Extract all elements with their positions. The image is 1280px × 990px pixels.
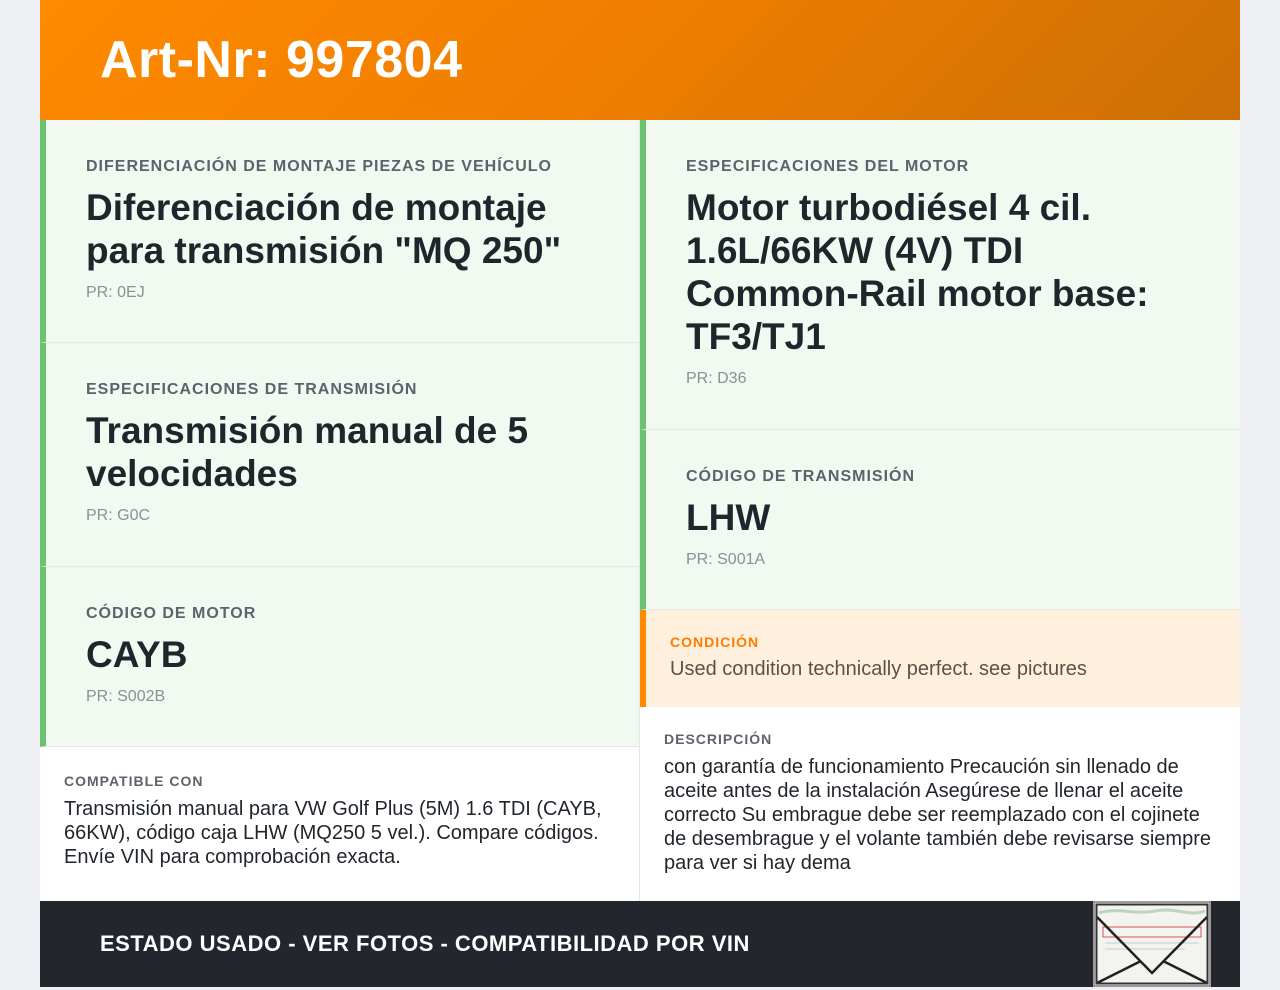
description-text: con garantía de funcionamiento Precaución sin llenado de aceite antes de la instalación Asegúrese de llenar el aceite correcto Su embrague debe ser reemplazado con el cojinete de desembrague y el volante también debe revisarse siempre para ver si hay dema <box>664 756 1211 874</box>
spec-value: Motor turbodiésel 4 cil. 1.6L/66KW (4V) TDI Common-Rail motor base: TF3/TJ1 <box>686 187 1149 357</box>
spec-value: CAYB <box>86 634 188 675</box>
spec-label: CÓDIGO DE TRANSMISIÓN <box>686 468 916 485</box>
document-thumbnail[interactable] <box>1093 901 1211 987</box>
footer-bar <box>40 901 1240 987</box>
spec-value: Transmisión manual de 5 velocidades <box>86 410 529 494</box>
product-sheet <box>40 0 1240 987</box>
footer-text: ESTADO USADO - VER FOTOS - COMPATIBILIDAD POR VIN <box>100 931 750 956</box>
compatibility-text: Transmisión manual para VW Golf Plus (5M) 1.6 TDI (CAYB, 66KW), código caja LHW (MQ250 5 vel.). Compare códigos. Envíe VIN para comprobación exacta. <box>64 798 602 868</box>
spec-value: Diferenciación de montaje para transmisión "MQ 250" <box>86 187 562 271</box>
spec-card-transmission-code <box>640 430 1240 610</box>
compatibility-label: COMPATIBLE CON <box>64 773 204 789</box>
spec-label: ESPECIFICACIONES DEL MOTOR <box>686 158 970 175</box>
spec-card-engine <box>640 120 1240 430</box>
condition-label: CONDICIÓN <box>670 634 760 650</box>
compatibility-section <box>40 747 639 869</box>
spec-label: DIFERENCIACIÓN DE MONTAJE PIEZAS DE VEHÍCULO <box>86 158 552 175</box>
spec-pr-code: PR: D36 <box>686 370 747 387</box>
spec-pr-code: PR: S001A <box>686 551 766 568</box>
description-section <box>640 707 1240 875</box>
spec-card-mounting <box>40 120 639 343</box>
spec-value: LHW <box>686 497 771 538</box>
spec-label: CÓDIGO DE MOTOR <box>86 605 257 622</box>
envelope-icon <box>1095 903 1209 985</box>
spec-card-engine-code <box>40 567 639 747</box>
spec-columns <box>40 120 1240 901</box>
condition-section <box>640 610 1240 707</box>
spec-card-transmission <box>40 343 639 567</box>
left-column <box>40 120 640 901</box>
spec-label: ESPECIFICACIONES DE TRANSMISIÓN <box>86 381 418 398</box>
right-column <box>640 120 1240 901</box>
header-bar <box>40 0 1240 120</box>
spec-pr-code: PR: G0C <box>86 507 151 524</box>
condition-text: Used condition technically perfect. see pictures <box>670 658 1087 680</box>
spec-pr-code: PR: S002B <box>86 688 166 705</box>
spec-pr-code: PR: 0EJ <box>86 284 145 301</box>
description-label: DESCRIPCIÓN <box>664 731 773 747</box>
article-number-title: Art-Nr: 997804 <box>100 31 463 89</box>
